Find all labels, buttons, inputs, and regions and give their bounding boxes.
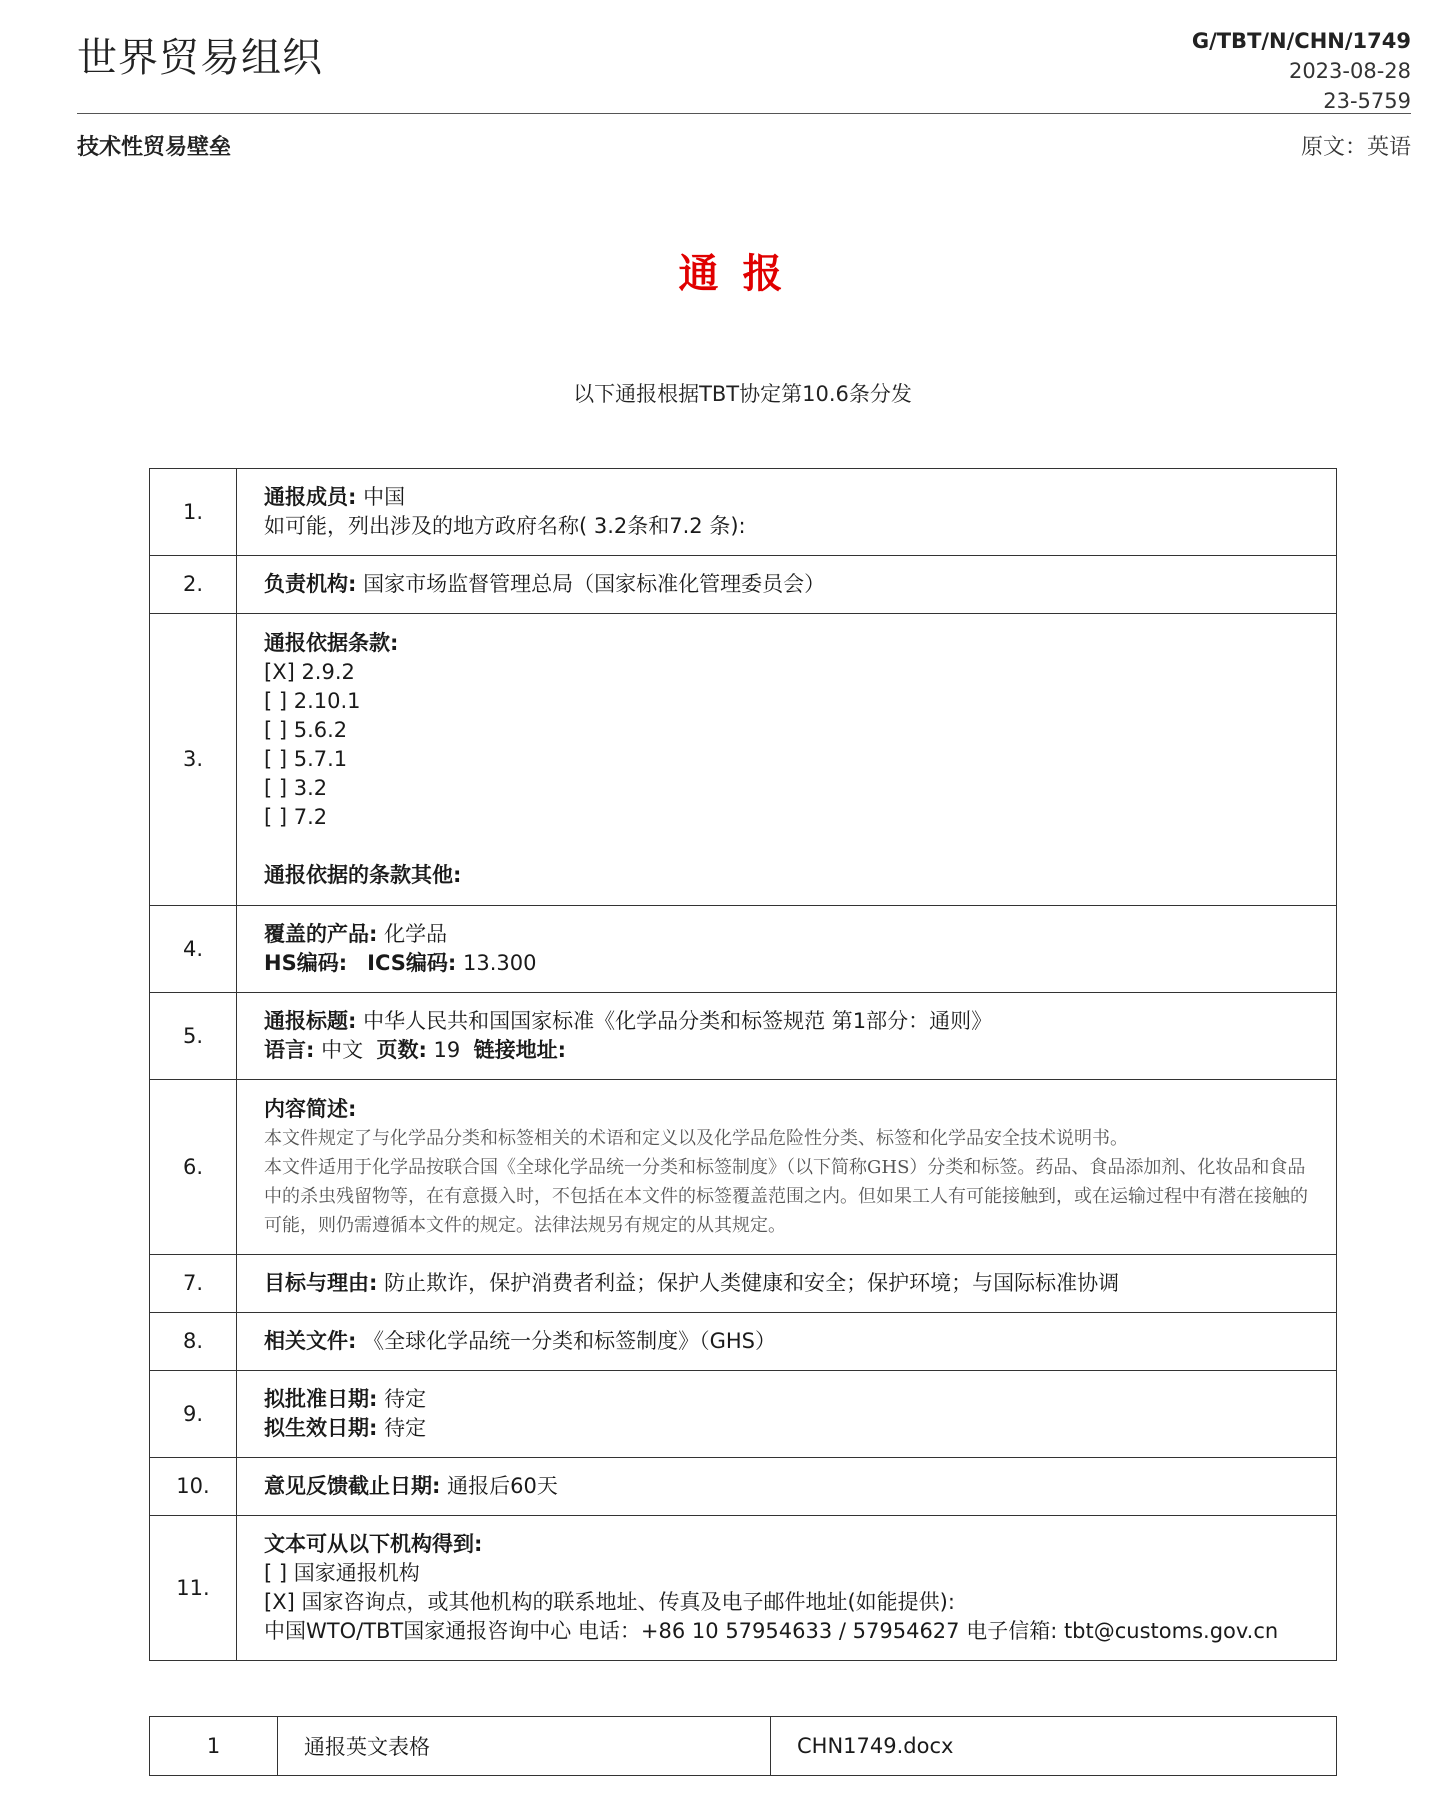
item-number: 11.: [150, 1516, 237, 1661]
provision-item: [ ] 5.7.1: [264, 747, 348, 771]
item-number: 2.: [150, 556, 237, 614]
relevant-documents-value: 《全球化学品统一分类和标签制度》（GHS）: [363, 1329, 776, 1353]
notification-table: [149, 468, 1337, 1661]
item-number: 5.: [150, 993, 237, 1080]
pages-value: 19: [433, 1038, 461, 1062]
availability-option: [X] 国家咨询点，或其他机构的联系地址、传真及电子邮件地址(如能提供):: [264, 1590, 955, 1614]
relevant-documents-label: 相关文件:: [264, 1329, 357, 1353]
item-content: [237, 1516, 1337, 1661]
committee-name: 技术性贸易壁垒: [77, 135, 232, 160]
table-row: [150, 1516, 1337, 1661]
effective-date-value: 待定: [384, 1416, 427, 1440]
provision-item: [ ] 5.6.2: [264, 718, 348, 742]
description-label: 内容简述:: [264, 1096, 357, 1121]
attachment-number: 1: [150, 1717, 278, 1776]
approval-date-label: 拟批准日期:: [264, 1387, 378, 1411]
table-row: [150, 993, 1337, 1080]
item-number: 9.: [150, 1371, 237, 1458]
contact-info: 中国WTO/TBT国家通报咨询中心 电话：+86 10 57954633 / 57954627 电子信箱: tbt@customs.gov.cn: [264, 1619, 1279, 1643]
attachment-table: [149, 1716, 1337, 1776]
member-label: 通报成员:: [264, 485, 357, 509]
notification-title-label: 通报标题:: [264, 1009, 357, 1033]
item-content: [237, 469, 1337, 556]
page-title: 通报: [678, 251, 807, 297]
page-subtitle: 以下通报根据TBT协定第10.6条分发: [573, 382, 912, 406]
table-row: [150, 614, 1337, 906]
products-label: 覆盖的产品:: [264, 922, 378, 946]
objective-label: 目标与理由:: [264, 1271, 378, 1295]
table-row: [150, 906, 1337, 993]
approval-date-value: 待定: [384, 1387, 427, 1411]
table-row: [150, 1371, 1337, 1458]
attachment-name: 通报英文表格: [278, 1717, 771, 1776]
other-provisions-label: 通报依据的条款其他:: [264, 863, 462, 887]
item-content: [237, 993, 1337, 1080]
availability-option: [ ] 国家通报机构: [264, 1561, 420, 1585]
item-number: 7.: [150, 1255, 237, 1313]
item-content: [237, 556, 1337, 614]
agency-value: 国家市场监督管理总局（国家标准化管理委员会）: [363, 572, 826, 596]
ics-value: 13.300: [462, 951, 537, 975]
item-content: [237, 1255, 1337, 1313]
document-date: 2023-08-28: [1288, 59, 1411, 83]
table-row: [150, 1313, 1337, 1371]
effective-date-label: 拟生效日期:: [264, 1416, 378, 1440]
item-content: [237, 906, 1337, 993]
item-content: [237, 1313, 1337, 1371]
objective-value: 防止欺诈，保护消费者利益；保护人类健康和安全；保护环境；与国际标准协调: [384, 1271, 1120, 1295]
language-label: 语言:: [264, 1038, 315, 1062]
agency-label: 负责机构:: [264, 572, 357, 596]
comment-deadline-label: 意见反馈截止日期:: [264, 1474, 441, 1498]
table-row: [150, 1458, 1337, 1516]
hs-label: HS编码:: [264, 951, 348, 975]
provision-item: [ ] 3.2: [264, 776, 328, 800]
item-number: 1.: [150, 469, 237, 556]
item-content: [237, 614, 1337, 906]
text-available-label: 文本可从以下机构得到:: [264, 1532, 483, 1556]
table-row: [150, 469, 1337, 556]
document-number: 23-5759: [1323, 89, 1411, 113]
provision-item: [X] 2.9.2: [264, 660, 355, 684]
item-number: 8.: [150, 1313, 237, 1371]
pages-label: 页数:: [376, 1038, 427, 1062]
provision-item: [ ] 7.2: [264, 805, 328, 829]
item-number: 3.: [150, 614, 237, 906]
item-content: [237, 1371, 1337, 1458]
provisions-label: 通报依据条款:: [264, 631, 399, 655]
attachment-file-link[interactable]: CHN1749.docx: [771, 1717, 1337, 1776]
document-symbol: G/TBT/N/CHN/1749: [1191, 29, 1411, 53]
item-content: [237, 1080, 1337, 1255]
original-language: 原文：英语: [1300, 135, 1411, 160]
table-row: [150, 556, 1337, 614]
item-number: 6.: [150, 1080, 237, 1255]
organization-name: 世界贸易组织: [77, 35, 323, 81]
provision-item: [ ] 2.10.1: [264, 689, 361, 713]
header-divider: [77, 113, 1411, 114]
item-content: [237, 1458, 1337, 1516]
document-meta: [1192, 26, 1411, 116]
ics-label: ICS编码:: [367, 951, 457, 975]
item-number: 4.: [150, 906, 237, 993]
notification-title-value: 中华人民共和国国家标准《化学品分类和标签规范 第1部分：通则》: [363, 1009, 993, 1033]
description-paragraph: 本文件规定了与化学品分类和标签相关的术语和定义以及化学品危险性分类、标签和化学品安全技术说明书。: [264, 1127, 1128, 1149]
item-number: 10.: [150, 1458, 237, 1516]
link-label: 链接地址:: [473, 1038, 567, 1062]
products-value: 化学品: [384, 922, 448, 946]
language-value: 中文: [321, 1038, 364, 1062]
table-row: [150, 1717, 1337, 1776]
member-value: 中国: [363, 485, 406, 509]
comment-deadline-value: 通报后60天: [447, 1474, 558, 1498]
local-government-label: 如可能，列出涉及的地方政府名称( 3.2条和7.2 条):: [264, 514, 746, 538]
table-row: [150, 1080, 1337, 1255]
table-row: [150, 1255, 1337, 1313]
description-paragraph: 本文件适用于化学品按联合国《全球化学品统一分类和标签制度》（以下简称GHS）分类和标签。药品、食品添加剂、化妆品和食品中的杀虫残留物等，在有意摄入时，不包括在本文件的标签覆盖范围之内。但如果工人有可能接触到，或在运输过程中有潜在接触的可能，则仍需遵循本文件的规定。法律法规另有规定的从其规定。: [264, 1156, 1308, 1236]
